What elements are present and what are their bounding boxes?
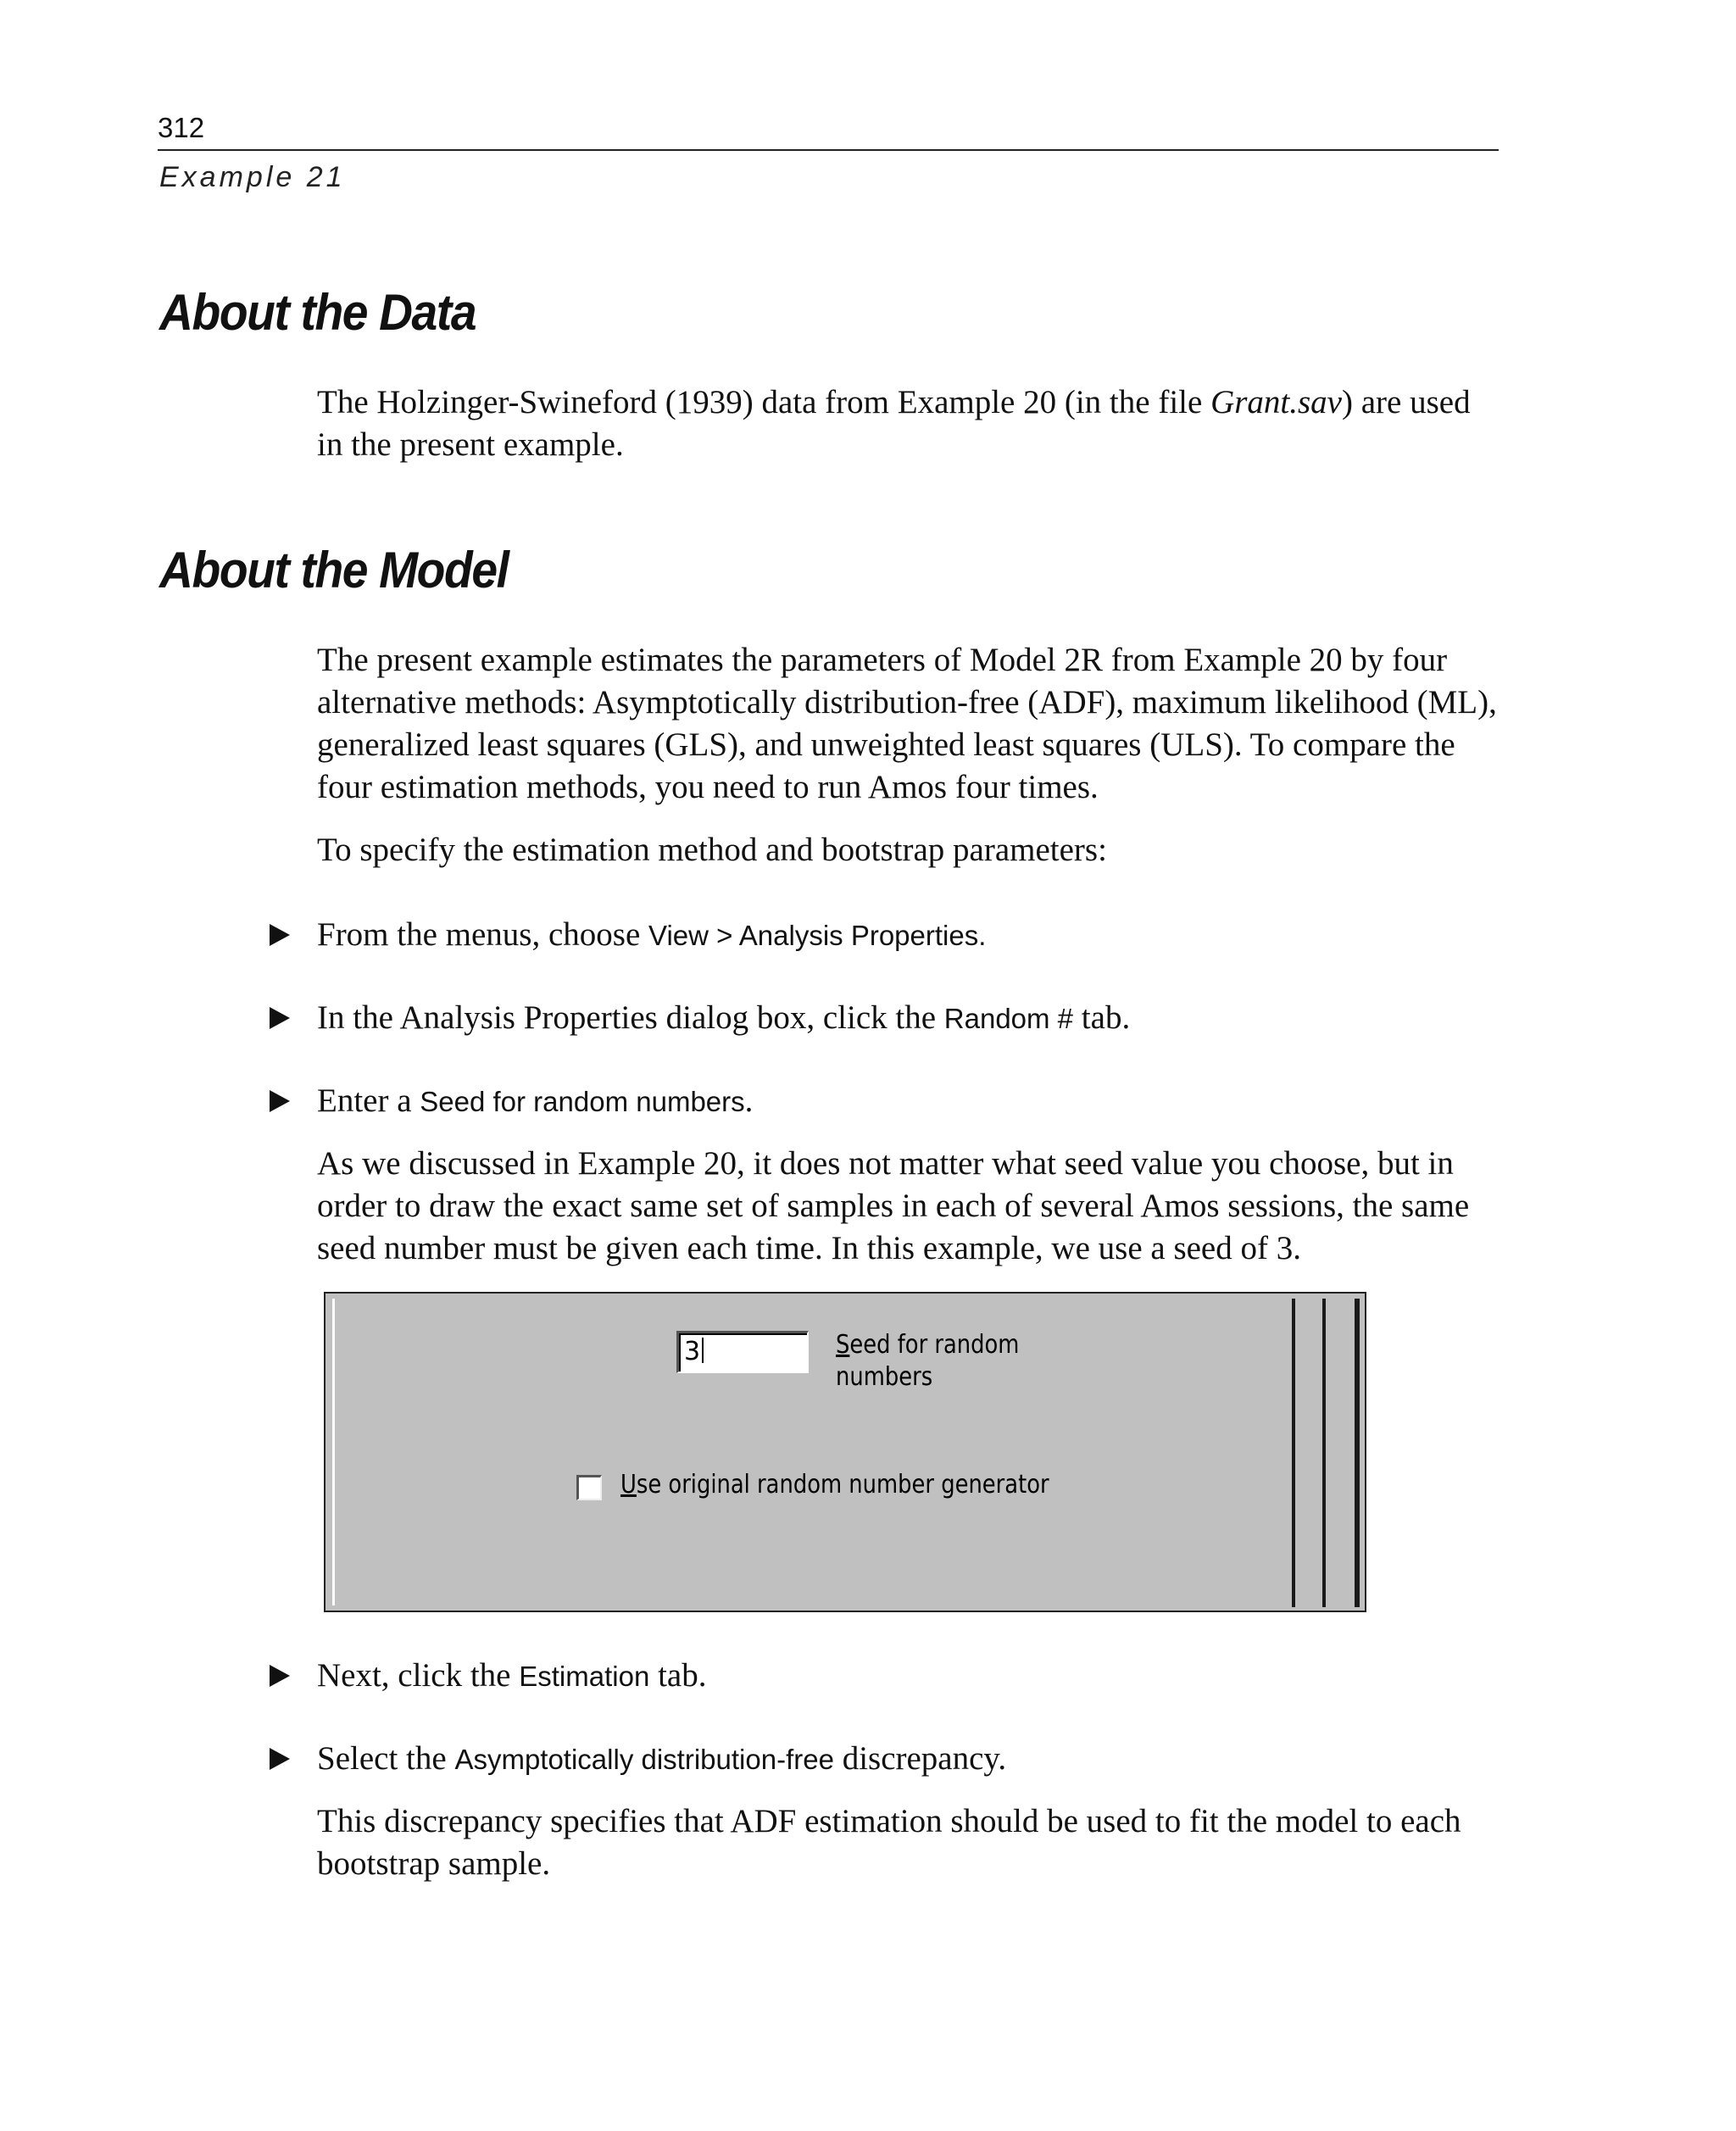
step-select-adf: Select the Asymptotically distribution-free discrepancy.: [270, 1738, 1507, 1780]
seed-label: Seed for random numbers: [836, 1330, 1020, 1392]
adf-note-paragraph: This discrepancy specifies that ADF estimation should be used to fit the model to each bootstrap sample.: [317, 1803, 1461, 1882]
original-generator-label[interactable]: Use original random number generator: [620, 1470, 1049, 1499]
header-rule: [158, 149, 1499, 151]
step-arrow-icon: [270, 1090, 290, 1112]
about-data-paragraph: The Holzinger-Swineford (1939) data from Example 20 (in the file Grant.sav) are used in the present example.: [317, 384, 1471, 463]
adf-option-ref: Asymptotically distribution-free: [454, 1744, 834, 1775]
menu-analysis-properties: Analysis Properties.: [738, 920, 987, 951]
step-view-analysis-properties: From the menus, choose View > Analysis Properties.: [270, 914, 1507, 956]
about-model-paragraph: The present example estimates the parameters of Model 2R from Example 20 by four alternative methods: Asymptotically distribution-free (ADF), maximum likelihood (ML), generalized least squares (GLS), and unweighted least squares (ULS). To compare the four estimation methods, you need to run Amos four times.: [317, 642, 1497, 805]
seed-field-ref: Seed for random numbers: [420, 1086, 745, 1117]
heading-about-model: About the Model: [159, 542, 509, 598]
menu-view: View: [648, 920, 709, 951]
tab-random-ref: Random #: [943, 1003, 1074, 1034]
dialog-divider: [1292, 1299, 1295, 1607]
step-estimation-tab: Next, click the Estimation tab.: [270, 1655, 1507, 1697]
page-number: 312: [158, 112, 205, 143]
instruction-intro: To specify the estimation method and bootstrap parameters:: [317, 832, 1107, 868]
original-generator-checkbox[interactable]: [576, 1475, 602, 1500]
dialog-left-edge: [332, 1299, 335, 1605]
step-random-tab: In the Analysis Properties dialog box, click the Random # tab.: [270, 997, 1507, 1039]
step-arrow-icon: [270, 1007, 290, 1029]
step-arrow-icon: [270, 1748, 290, 1770]
chapter-title: Example 21: [159, 161, 346, 193]
tab-estimation-ref: Estimation: [519, 1661, 650, 1692]
random-tab-dialog-screenshot: [324, 1292, 1366, 1612]
dialog-divider: [1355, 1299, 1360, 1607]
seed-note-paragraph: As we discussed in Example 20, it does not matter what seed value you choose, but in order to draw the exact same set of samples in each of several Amos sessions, the same seed number must be given each time. In this example, we use a seed of 3.: [317, 1145, 1470, 1266]
step-arrow-icon: [270, 924, 290, 946]
seed-input[interactable]: 3: [676, 1331, 809, 1373]
text-caret: [702, 1338, 704, 1363]
dialog-divider: [1322, 1299, 1326, 1607]
file-name: Grant.sav: [1210, 384, 1342, 420]
step-enter-seed: Enter a Seed for random numbers.: [270, 1080, 1507, 1122]
step-arrow-icon: [270, 1665, 290, 1687]
heading-about-data: About the Data: [159, 284, 476, 341]
